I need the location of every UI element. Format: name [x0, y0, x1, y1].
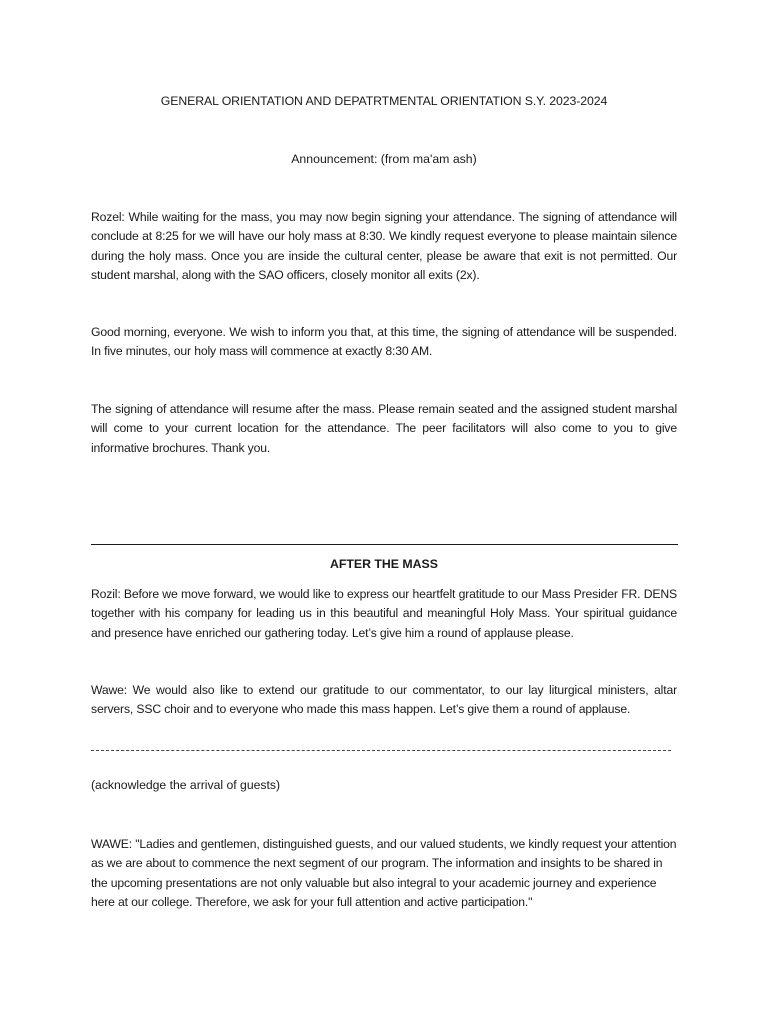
- announcement-heading: Announcement: (from ma'am ash): [291, 152, 477, 166]
- paragraph-good-morning: Good morning, everyone. We wish to inform you that, at this time, the signing of attendance will be suspended. In five minutes, our holy mass will commence at exactly 8:30 AM.: [91, 325, 677, 359]
- paragraph-wawe-closing: WAWE: "Ladies and gentlemen, distinguished guests, and our valued students, we kindly request your attention as we are about to commence the next segment of our program. The information and insights to be shared in the upcoming presentations are not only valuable but also integral to your academic journey and experience here at our college. Therefore, we ask for your full attention and active participation.": [91, 837, 677, 909]
- paragraph-resume-attendance: The signing of attendance will resume after the mass. Please remain seated and the assigned student marshal will come to your current location for the attendance. The peer facilitators will also come to you to give informative brochures. Thank you.: [91, 402, 677, 455]
- stage-note: (acknowledge the arrival of guests): [91, 778, 281, 792]
- section-divider: [91, 544, 678, 545]
- section-heading-after-mass: AFTER THE MASS: [330, 557, 438, 571]
- document-title: GENERAL ORIENTATION AND DEPATRTMENTAL ORIENTATION S.Y. 2023-2024: [160, 94, 608, 108]
- paragraph-rozil-gratitude: Rozil: Before we move forward, we would like to express our heartfelt gratitude to our Mass Presider FR. DENS together with his company for leading us in this beautiful and meaningful Holy Mass. Your spiritual guidance and presence have enriched our gathering today. Let’s give him a round of applause please.: [91, 587, 677, 640]
- paragraph-wawe-gratitude: Wawe: We would also like to extend our gratitude to our commentator, to our lay liturgical ministers, altar servers, SSC choir and to everyone who made this mass happen. Let’s give them a round of applause.: [91, 683, 677, 717]
- dashed-separator: [91, 750, 671, 751]
- paragraph-rozel-attendance: Rozel: While waiting for the mass, you may now begin signing your attendance. The signing of attendance will conclude at 8:25 for we will have our holy mass at 8:30. We kindly request everyone to please maintain silence during the holy mass. Once you are inside the cultural center, please be aware that exit is not permitted. Our student marshal, along with the SAO officers, closely monitor all exits (2x).: [91, 210, 677, 282]
